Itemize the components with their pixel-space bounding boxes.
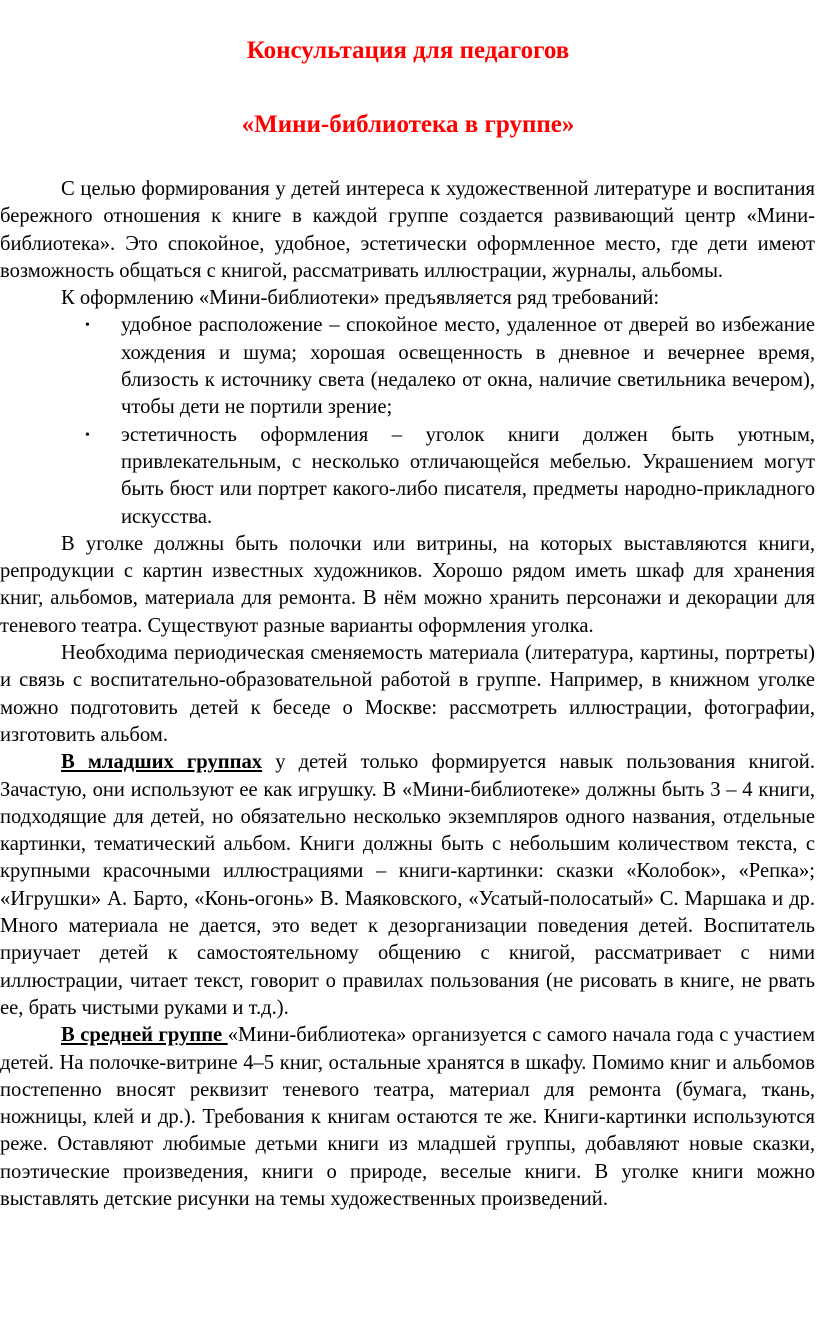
middle-group-heading: В средней группе: [61, 1024, 228, 1047]
junior-groups-heading: В младших группах: [61, 751, 263, 774]
list-item-text: эстетичность оформления – уголок книги должен быть уютным, привлекательным, с несколько отличающейся мебелью. Украшением могут быть бюст или портрет какого-либо писателя, предметы народно-прикладного искусства.: [121, 423, 815, 528]
document-title: Консультация для педагогов: [246, 37, 570, 64]
document-subtitle: «Мини-библиотека в группе»: [241, 111, 575, 138]
middle-group-text: «Мини-библиотека» организуется с самого начала года с участием детей. На полочке-витрине 4–5 книг, остальные хранятся в шкафу. Помимо книг и альбомов постепенно вносят реквизит теневого театра, материал для ремонта (бумага, ткань, ножницы, клей и др.). Требования к книгам остаются те же. Книги-картинки используются реже. Оставляют любимые детьми книги из младшей группы, добавляют новые сказки, поэтические произведения, книги о природе, веселые книги. В уголке книги можно выставлять детские рисунки на темы художественных произведений.: [0, 1024, 815, 1210]
paragraph-shelves: В уголке должны быть полочки или витрины, на которых выставляются книги, репродукции с картин известных художников. Хорошо рядом иметь шкаф для хранения книг, альбомов, материала для ремонта. В нём можно хранить персонажи и декорации для теневого театра. Существуют разные варианты оформления уголка.: [0, 532, 815, 637]
paragraph-requirements: К оформлению «Мини-библиотеки» предъявляется ряд требований:: [61, 287, 660, 310]
list-item: [0, 312, 815, 421]
paragraph-rotation: Необходима периодическая сменяемость материала (литература, картины, портреты) и связь с воспитательно-образовательной работой в группе. Например, в книжном уголке можно подготовить детей к беседе о Москве: рассмотреть иллюстрации, фотографии, изготовить альбом.: [0, 642, 815, 746]
paragraph-intro: С целью формирования у детей интереса к художественной литературе и воспитания бережного отношения к книге в каждой группе создается развивающий центр «Мини-библиотека». Это спокойное, удобное, эстетически оформленное место, где дети имеют возможность общаться с книгой, рассматривать иллюстрации, журналы, альбомы.: [0, 178, 815, 282]
document-body: [0, 176, 815, 1213]
requirements-list: [0, 312, 815, 530]
list-item: [0, 422, 815, 531]
bullet-icon: •: [85, 427, 90, 443]
list-item-text: удобное расположение – спокойное место, удаленное от дверей во избежание хождения и шума; хорошая освещенность в дневное и вечернее время, близость к источнику света (недалеко от окна, наличие светильника вечером), чтобы дети не портили зрение;: [121, 314, 815, 419]
bullet-icon: •: [85, 318, 90, 334]
paragraph-junior-groups: [0, 749, 815, 1022]
junior-groups-text: у детей только формируется навык пользования книгой. Зачастую, они используют ее как игрушку. В «Мини-библиотеке» должны быть 3 – 4 книги, подходящие для детей, но обязательно несколько экземпляров одного названия, отдельные картинки, тематический альбом. Книги должны быть с небольшим количеством текста, с крупными красочными иллюстрациями – книги-картинки: сказки «Колобок», «Репка»; «Игрушки» А. Барто, «Конь-огонь» В. Маяковского, «Усатый-полосатый» С. Маршака и др. Много материала не дается, это ведет к дезорганизации поведения детей. Воспитатель приучает детей к самостоятельному общению с книгой, рассматривает с ними иллюстрации, читает текст, говорит о правилах пользования (не рисовать в книге, не рвать ее, брать чистыми руками и т.д.).: [0, 751, 815, 1019]
paragraph-middle-group: [0, 1022, 815, 1213]
